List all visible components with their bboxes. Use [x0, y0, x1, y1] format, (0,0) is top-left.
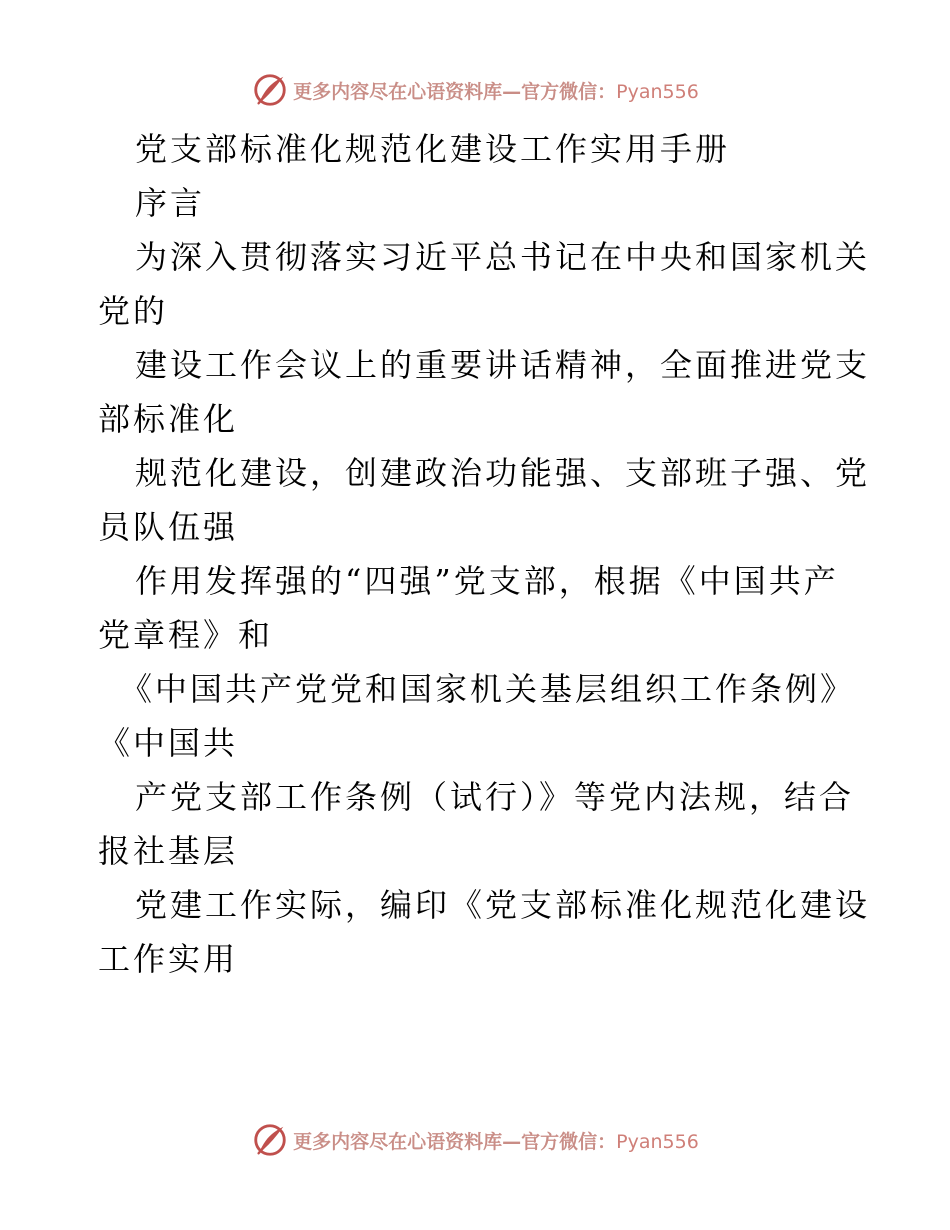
pen-logo-icon	[251, 71, 289, 109]
watermark-text: 更多内容尽在心语资料库—官方微信：Pyan556	[293, 80, 699, 103]
paragraph-line: 产党支部工作条例（试行）》等党内法规，结合	[135, 778, 855, 816]
paragraph-line: 党章程》和	[98, 616, 274, 654]
paragraph-line: 作用发挥强的“四强”党支部，根据《中国共产	[135, 562, 839, 600]
document-title: 党支部标准化规范化建设工作实用手册	[135, 130, 731, 168]
footer-watermark	[0, 1118, 950, 1162]
paragraph-line: 员队伍强	[98, 508, 239, 546]
section-heading: 序言	[135, 184, 206, 222]
paragraph-line: 《中国共产党党和国家机关基层组织工作条例》	[120, 670, 856, 708]
paragraph-line: 工作实用	[98, 940, 239, 978]
header-watermark	[0, 68, 950, 112]
document-body	[98, 122, 871, 986]
paragraph-line: 规范化建设，创建政治功能强、支部班子强、党	[135, 454, 871, 492]
paragraph-line: 党的	[98, 292, 169, 330]
paragraph-line: 建设工作会议上的重要讲话精神，全面推进党支	[135, 346, 871, 384]
paragraph-line: 报社基层	[98, 832, 239, 870]
pen-logo-icon	[251, 1121, 289, 1159]
paragraph-line: 《中国共	[98, 724, 239, 762]
paragraph-line: 部标准化	[98, 400, 239, 438]
paragraph-line: 党建工作实际，编印《党支部标准化规范化建设	[135, 886, 871, 924]
watermark-text: 更多内容尽在心语资料库—官方微信：Pyan556	[293, 1130, 699, 1153]
paragraph-line: 为深入贯彻落实习近平总书记在中央和国家机关	[135, 238, 871, 276]
